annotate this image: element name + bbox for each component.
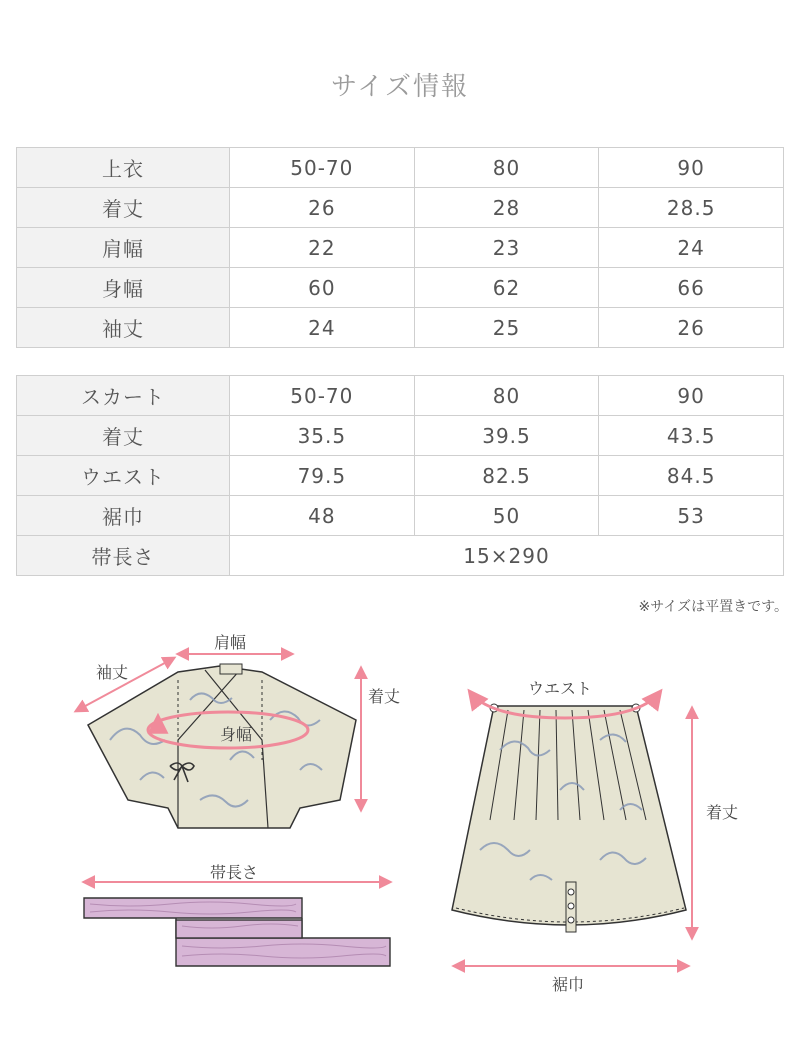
table-cell: 帯長さ (17, 536, 230, 576)
table-row (17, 268, 784, 308)
table-cell: 50-70 (230, 148, 415, 188)
table-cell: 50-70 (230, 376, 415, 416)
table-cell: 43.5 (599, 416, 784, 456)
table-cell: 35.5 (230, 416, 415, 456)
table-row (17, 496, 784, 536)
table-cell: 22 (230, 228, 415, 268)
body-width-label: 身幅 (220, 725, 253, 744)
table-cell: 84.5 (599, 456, 784, 496)
sleeve-length-label: 袖丈 (96, 663, 129, 682)
obi-illustration (84, 898, 390, 966)
table-cell: 15×290 (230, 536, 784, 576)
table-row (17, 188, 784, 228)
table-cell: 28 (414, 188, 599, 228)
table-cell: 39.5 (414, 416, 599, 456)
jacket-length-label: 着丈 (368, 687, 401, 706)
table-cell: ウエスト (17, 456, 230, 496)
table-cell: 袖丈 (17, 308, 230, 348)
table-cell: 身幅 (17, 268, 230, 308)
table-cell: 24 (230, 308, 415, 348)
table-cell: 80 (414, 376, 599, 416)
table-cell: 上衣 (17, 148, 230, 188)
table-cell: 90 (599, 376, 784, 416)
table-cell: 着丈 (17, 188, 230, 228)
table-cell: 23 (414, 228, 599, 268)
table-cell: 肩幅 (17, 228, 230, 268)
table-row (17, 308, 784, 348)
table-cell: 着丈 (17, 416, 230, 456)
table-cell: 60 (230, 268, 415, 308)
table-row (17, 536, 784, 576)
table-header-row (17, 148, 784, 188)
table-cell: 90 (599, 148, 784, 188)
page-title: サイズ情報 (331, 72, 469, 102)
top-size-table (16, 147, 784, 348)
table-cell: 裾巾 (17, 496, 230, 536)
shoulder-width-label: 肩幅 (214, 633, 247, 652)
table-cell: 79.5 (230, 456, 415, 496)
hem-width-label: 裾巾 (552, 975, 585, 994)
table-cell: 66 (599, 268, 784, 308)
flat-measure-note: ※サイズは平置きです。 (638, 599, 788, 615)
table-cell: 24 (599, 228, 784, 268)
table-cell: 50 (414, 496, 599, 536)
skirt-length-label: 着丈 (706, 803, 739, 822)
waist-label: ウエスト (528, 679, 593, 698)
table-row (17, 456, 784, 496)
table-cell: 26 (599, 308, 784, 348)
table-row (17, 228, 784, 268)
table-cell: 53 (599, 496, 784, 536)
skirt-illustration (452, 704, 686, 932)
obi-length-label: 帯長さ (210, 863, 259, 882)
table-row (17, 416, 784, 456)
table-cell: 82.5 (414, 456, 599, 496)
table-cell: 28.5 (599, 188, 784, 228)
table-cell: 48 (230, 496, 415, 536)
table-header-row (17, 376, 784, 416)
jacket-illustration (88, 664, 356, 828)
table-cell: 80 (414, 148, 599, 188)
skirt-size-table (16, 375, 784, 576)
table-cell: 62 (414, 268, 599, 308)
table-cell: 25 (414, 308, 599, 348)
table-cell: スカート (17, 376, 230, 416)
table-cell: 26 (230, 188, 415, 228)
